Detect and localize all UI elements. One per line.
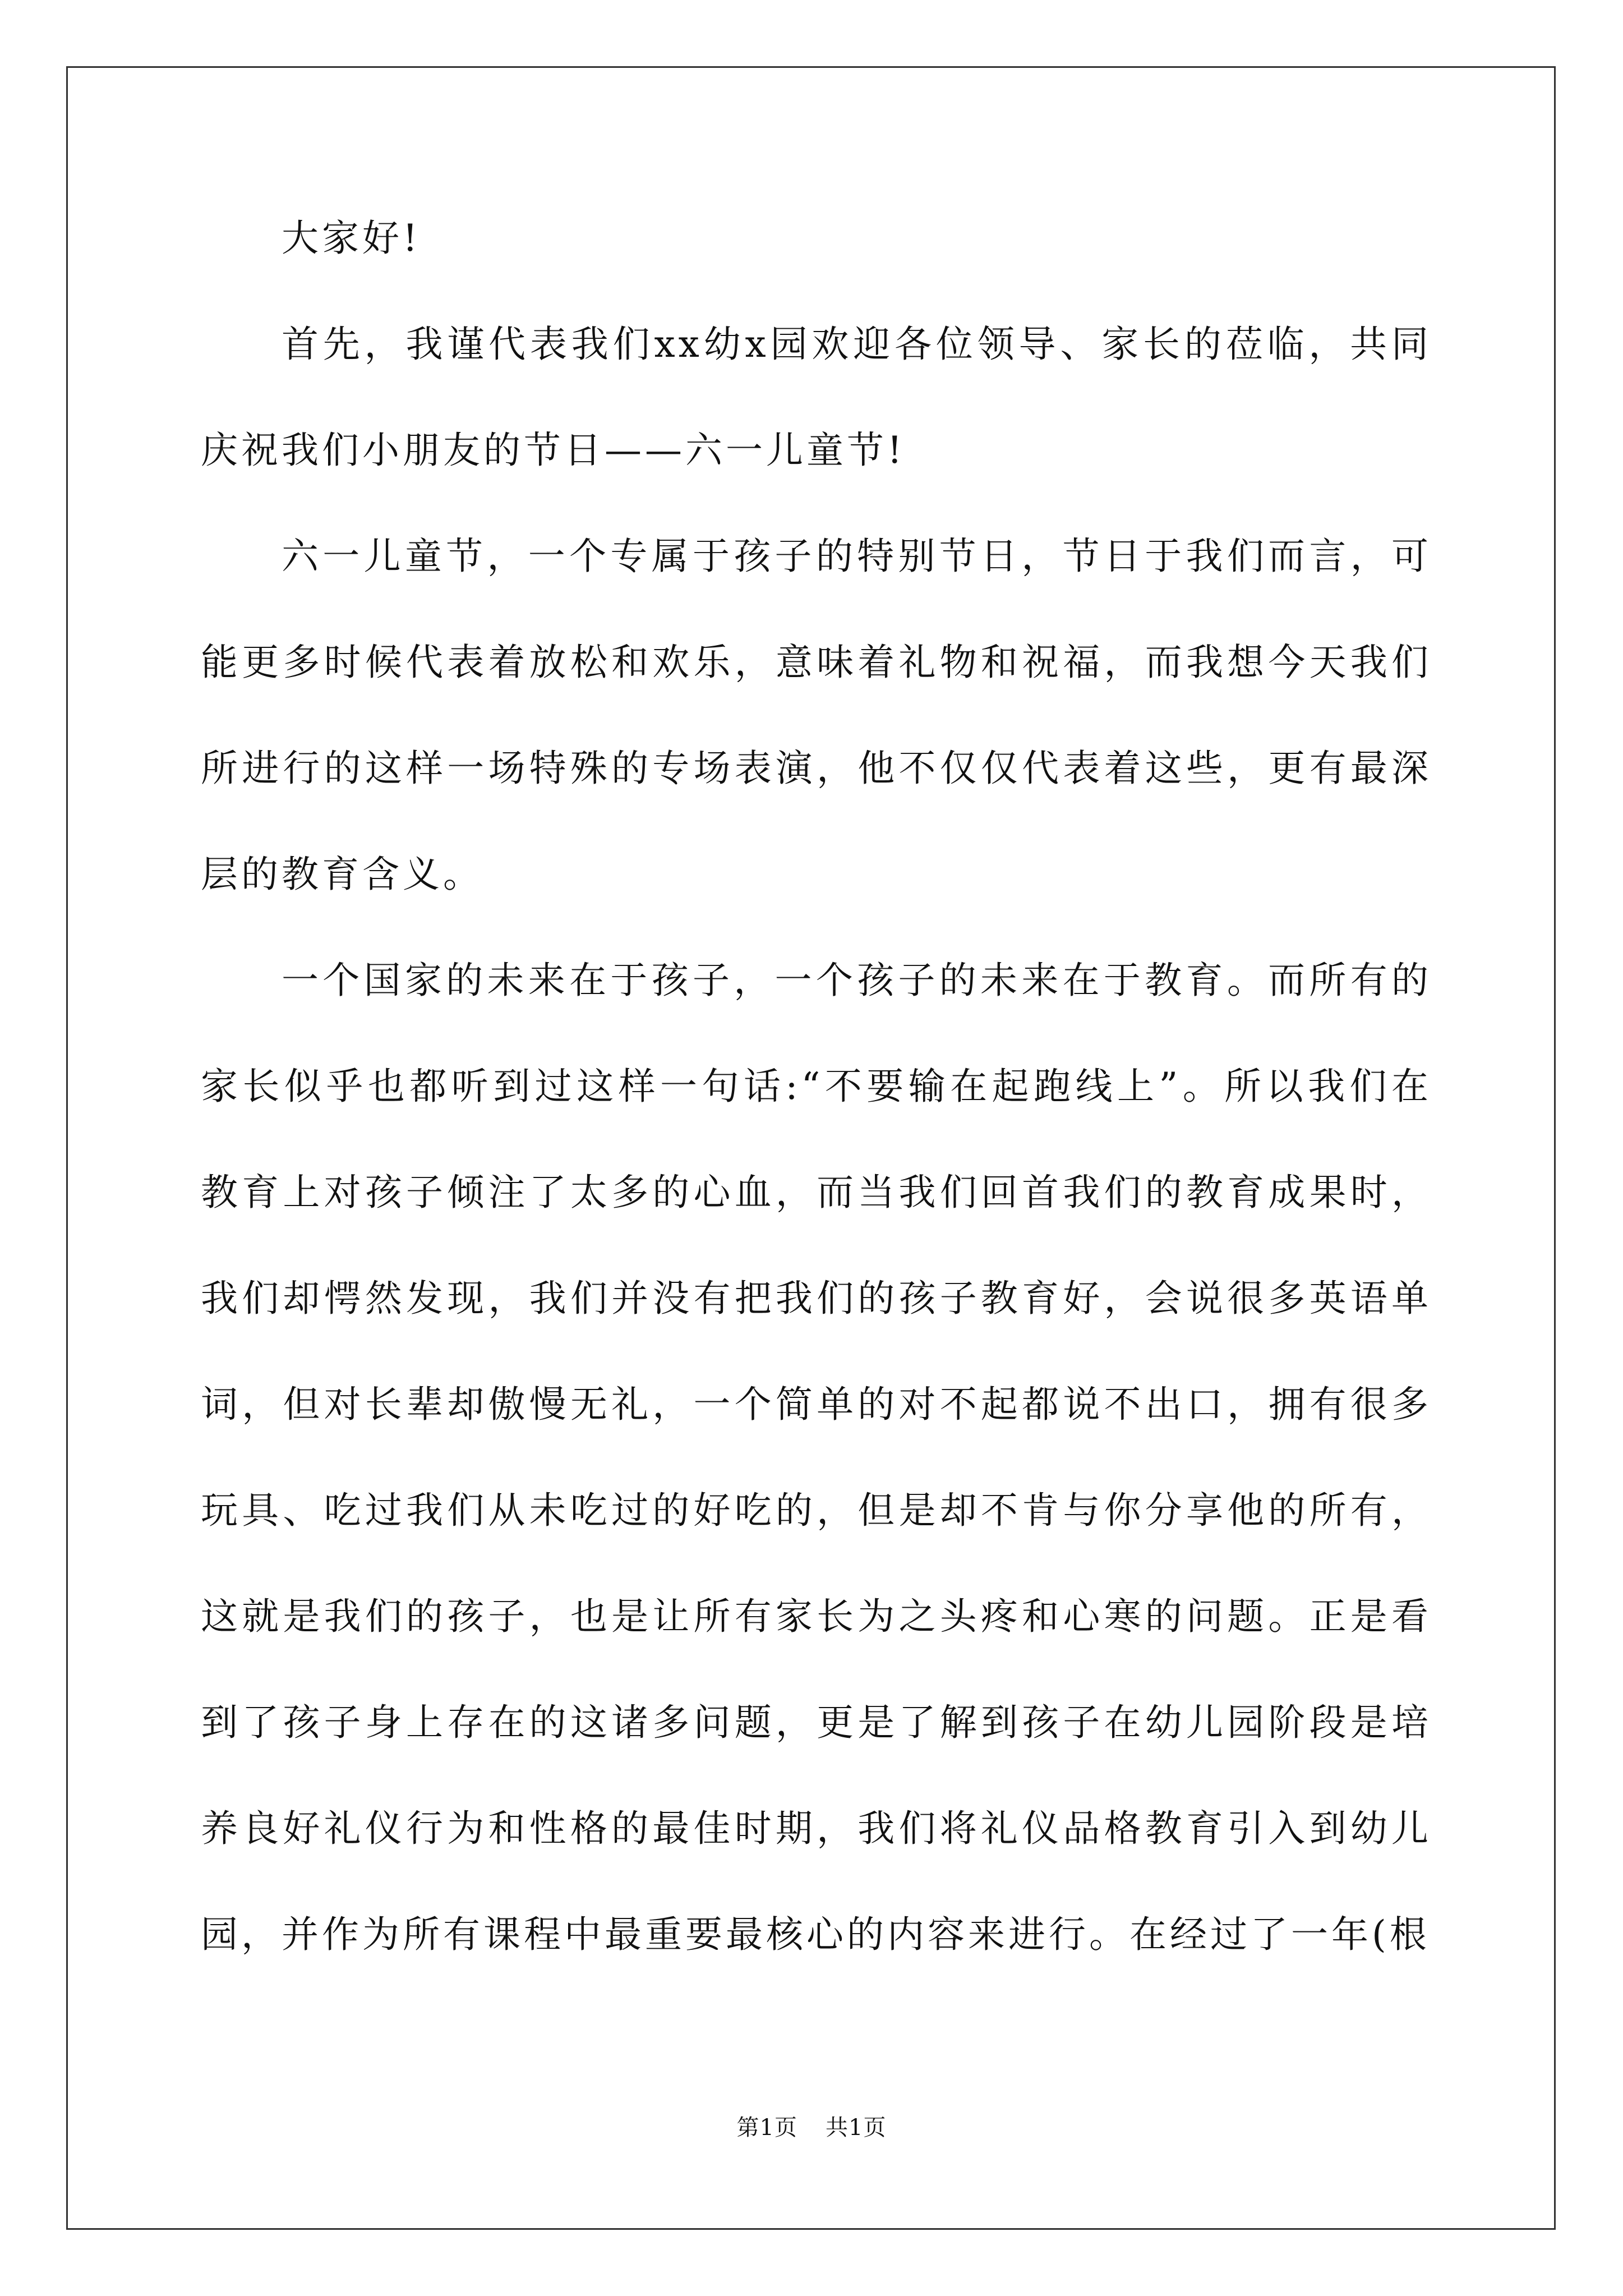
page-number: 第1页: [736, 2115, 797, 2141]
paragraph-greeting: 大家好!: [282, 217, 421, 260]
paragraph-childrens-day: 六一儿童节，一个专属于孩子的特别节日，节日于我们而言，可能更多时候代表着放松和欢乐，意味着礼物和祝福，而我想今天我们所进行的这样一场特殊的专场表演，他不仅仅代表着这些，更有最深层的教育含义。: [201, 535, 1432, 896]
paragraph-welcome: 首先，我谨代表我们xx幼x园欢迎各位领导、家长的莅临，共同庆祝我们小朋友的节日——六一儿童节!: [201, 323, 1432, 472]
page-total: 共1页: [826, 2115, 887, 2141]
page-footer: [0, 2114, 1623, 2142]
paragraph-education: 一个国家的未来在于孩子，一个孩子的未来在于教育。而所有的家长似乎也都听到过这样一句话:“不要输在起跑线上”。所以我们在教育上对孩子倾注了太多的心血，而当我们回首我们的教育成果时，我们却愕然发现，我们并没有把我们的孩子教育好，会说很多英语单词，但对长辈却傲慢无礼，一个简单的对不起都说不出口，拥有很多玩具、吃过我们从未吃过的好吃的，但是却不肯与你分享他的所有，这就是我们的孩子，也是让所有家长为之头疼和心寒的问题。正是看到了孩子身上存在的这诸多问题，更是了解到孩子在幼儿园阶段是培养良好礼仪行为和性格的最佳时期，我们将礼仪品格教育引入到幼儿园，并作为所有课程中最重要最核心的内容来进行。在经过了一年(根: [201, 959, 1432, 1956]
document-body: [201, 185, 1432, 1987]
